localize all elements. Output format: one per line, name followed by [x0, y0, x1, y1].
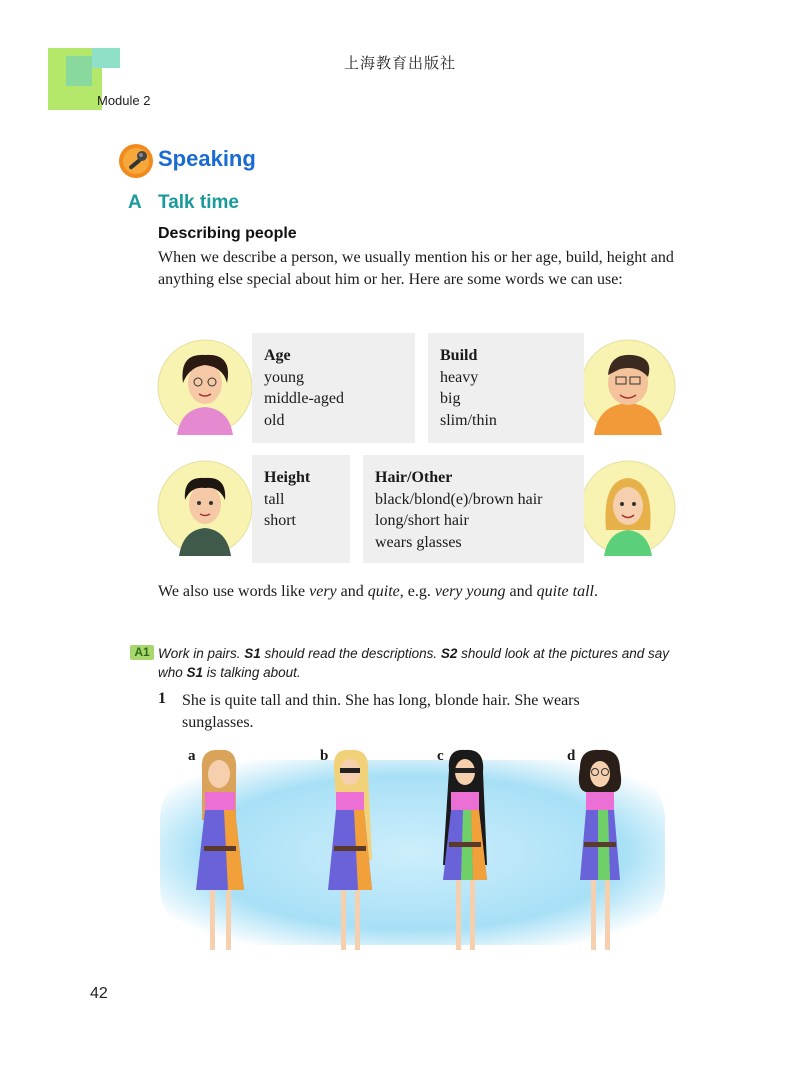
tall-woman-portrait: [157, 460, 253, 556]
picture-label-c: c: [437, 748, 444, 764]
vocab-heading: Hair/Other: [375, 469, 453, 486]
vocab-word: big: [440, 390, 461, 407]
text-run: is talking about.: [203, 665, 301, 680]
section-letter: A: [128, 192, 142, 213]
section-title: Talk time: [158, 192, 239, 213]
text-run: and: [505, 583, 537, 600]
vocab-word: young: [264, 368, 304, 386]
text-run: and: [336, 583, 368, 600]
intensifier-note: [158, 583, 698, 601]
girl-blonde-portrait: [580, 460, 676, 556]
four-women-illustration: [160, 740, 665, 965]
vocab-word: wears glasses: [375, 533, 462, 551]
microphone-icon: [118, 143, 154, 179]
speaking-heading: Speaking: [158, 146, 256, 171]
page-number: 42: [90, 985, 108, 1002]
publisher-name: 上海教育出版社: [343, 54, 456, 72]
vocab-heading: Age: [264, 347, 291, 364]
intro-paragraph: When we describe a person, we usually mention his or her age, build, height and anything else special about him or her. Here are some words we can use:: [158, 249, 674, 288]
student-label: S1: [186, 665, 204, 680]
task-badge: A1: [130, 645, 154, 660]
vocab-box-age: [252, 333, 415, 443]
vocab-box-build: [428, 333, 584, 443]
item-number: 1: [158, 690, 166, 707]
vocab-word: long/short hair: [375, 512, 469, 529]
example-phrase: quite tall: [536, 583, 594, 600]
picture-label-a: a: [188, 748, 196, 764]
vocab-word: old: [264, 411, 285, 429]
middle-aged-woman-portrait: [157, 339, 253, 435]
text-run: should read the descriptions.: [260, 646, 441, 661]
vocab-word: slim/thin: [440, 411, 497, 429]
text-run: We also use words like: [158, 583, 310, 600]
vocab-box-height: [252, 455, 350, 563]
vocab-word: black/blond(e)/brown hair: [375, 490, 543, 508]
example-word: quite: [367, 583, 400, 600]
text-run: , e.g.: [399, 583, 435, 600]
text-run: .: [593, 583, 598, 600]
picture-label-b: b: [320, 748, 329, 764]
item-description: She is quite tall and thin. She has long, blonde hair. She wears sunglasses.: [182, 692, 580, 731]
task-instructions: [158, 644, 678, 682]
vocab-word: short: [264, 512, 296, 529]
vocab-box-hair-other: [363, 455, 584, 563]
vocab-heading: Height: [264, 469, 311, 486]
heavy-man-portrait: [580, 339, 676, 435]
subsection-title: Describing people: [158, 225, 297, 242]
example-word: very: [309, 583, 337, 600]
student-label: S1: [244, 646, 261, 661]
text-run: should look at the pictures and say who: [158, 646, 670, 680]
student-label: S2: [440, 646, 458, 661]
example-phrase: very young: [434, 583, 506, 600]
vocab-word: heavy: [440, 368, 479, 386]
vocab-word: middle-aged: [264, 390, 344, 407]
vocab-word: tall: [264, 490, 285, 508]
vocab-heading: Build: [440, 347, 478, 364]
module-label: Module 2: [97, 93, 151, 108]
picture-label-d: d: [567, 748, 576, 764]
text-run: Work in pairs.: [158, 646, 245, 661]
